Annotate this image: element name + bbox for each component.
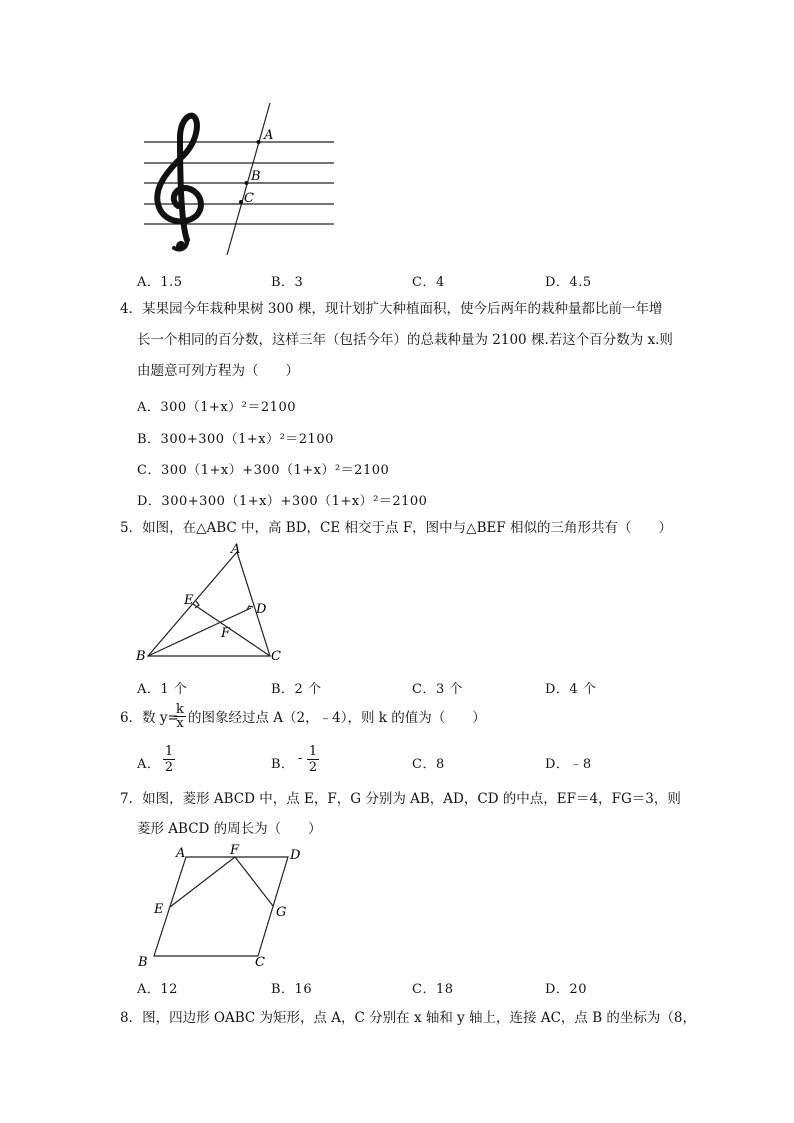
q8-line-1: 8．图，四边形 OABC 为矩形，点 A，C 分别在 x 轴和 y 轴上，连接 AC，点 B 的坐标为（8， — [120, 1010, 697, 1026]
label-F: F — [230, 843, 240, 858]
q5-line-1: 5．如图，在△ABC 中，高 BD，CE 相交于点 F，图中与△BEF 相似的三角形共有（ ） — [120, 520, 672, 536]
label-B: B — [251, 169, 261, 184]
q5-option-a: A．1 个 — [137, 682, 188, 697]
q6-b-den: 2 — [308, 760, 318, 775]
q6-frac-den: x — [174, 716, 186, 730]
q6-option-a-fraction — [163, 744, 175, 775]
label-B: B — [136, 649, 146, 664]
q6-frac-num: k — [176, 702, 184, 717]
label-C: C — [244, 191, 254, 206]
q4-option-d: D．300+300（1+x）+300（1+x）²＝2100 — [137, 494, 428, 509]
q6-option-c: C．8 — [412, 757, 445, 772]
q5-option-c: C．3 个 — [412, 682, 463, 697]
q6-option-b-sign: - — [298, 751, 303, 766]
q6-a-den: 2 — [164, 760, 174, 775]
q6-suffix: 的图象经过点 A（2，﹣4），则 k 的值为（ ） — [188, 710, 486, 726]
q3-option-a: A．1.5 — [137, 275, 183, 290]
q4-option-c: C．300（1+x）+300（1+x）²＝2100 — [137, 463, 390, 478]
q5-option-d: D．4 个 — [545, 682, 597, 697]
q3-option-b: B．3 — [271, 275, 304, 290]
q6-a-num: 1 — [164, 744, 174, 759]
label-D: D — [256, 602, 267, 617]
q6-b-num: 1 — [308, 744, 318, 759]
q6-prefix: 6．数 y= — [120, 710, 179, 726]
q7-line-2: 菱形 ABCD 的周长为（ ） — [137, 821, 322, 837]
q7-line-1: 7．如图，菱形 ABCD 中，点 E，F，G 分别为 AB，AD，CD 的中点，EF＝4，FG＝3，则 — [120, 791, 681, 807]
q7-option-a: A．12 — [137, 982, 178, 997]
q7-option-d: D．20 — [545, 982, 587, 997]
label-E: E — [154, 902, 164, 917]
q5-option-b: B．2 个 — [271, 682, 322, 697]
q4-option-b: B．300+300（1+x）²＝2100 — [137, 432, 334, 447]
label-F: F — [221, 626, 231, 641]
q6-option-b-fraction — [307, 744, 319, 775]
label-A: A — [176, 846, 186, 861]
label-A: A — [231, 542, 241, 557]
q6-option-b-label: B． — [271, 757, 295, 772]
label-C: C — [271, 649, 281, 664]
label-E: E — [184, 593, 194, 608]
transversal-line — [227, 103, 270, 255]
label-D: D — [290, 848, 301, 863]
q7-option-b: B．16 — [271, 982, 313, 997]
label-B: B — [138, 955, 148, 970]
label-G: G — [276, 905, 287, 920]
label-C: C — [255, 955, 265, 970]
q7-option-c: C．18 — [412, 982, 454, 997]
q6-fraction — [174, 703, 186, 730]
q4-option-a: A．300（1+x）²＝2100 — [137, 400, 296, 415]
q3-option-d: D．4.5 — [545, 275, 592, 290]
q7-rhombus-figure — [134, 842, 314, 972]
q3-option-c: C．4 — [412, 275, 445, 290]
q4-line-2: 长一个相同的百分数，这样三年（包括今年）的总栽种量为 2100 棵.若这个百分数为 x.则 — [137, 332, 673, 348]
label-A: A — [264, 128, 274, 143]
q4-line-3: 由题意可列方程为（ ） — [137, 363, 299, 379]
q4-line-1: 4．某果园今年栽种果树 300 棵，现计划扩大种植面积，使今后两年的栽种量都比前一年增 — [120, 301, 663, 317]
q5-triangle-figure — [130, 540, 290, 666]
q3-staff-figure — [140, 100, 340, 260]
q6-option-a-label: A． — [137, 757, 161, 772]
q6-option-d: D．﹣8 — [545, 757, 592, 772]
